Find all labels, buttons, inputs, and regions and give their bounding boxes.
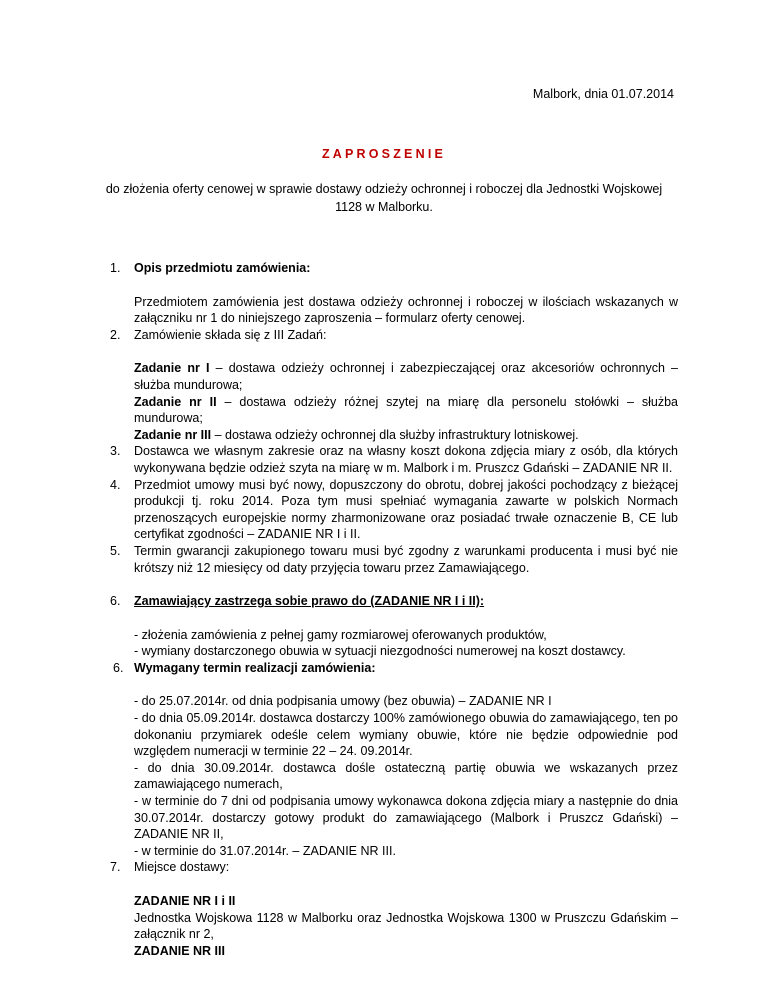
- delivery-text-1: Jednostka Wojskowa 1128 w Malborku oraz Jednostka Wojskowa 1300 w Pruszczu Gdańskim – załącznik nr 2,: [134, 910, 678, 942]
- task-2-label: Zadanie nr II: [134, 394, 217, 409]
- section-6a-heading-row: [0, 593, 678, 610]
- task-2-text: – dostawa odzieży różnej szytej na miarę dla personelu stołówki – służba mundurowa;: [134, 394, 678, 426]
- task-1-text: – dostawa odzieży ochronnej i zabezpieczającej oraz akcesoriów ochronnych – służba mundurowa;: [134, 361, 678, 392]
- section-6b-number-text: 6.: [113, 660, 124, 675]
- section-6a-heading: Zamawiający zastrzega sobie prawo do (ZADANIE NR I i II):: [134, 594, 485, 609]
- section-6b-para-2: - do dnia 05.09.2014r. dostawca dostarczy 100% zamówionego obuwia do zamawiającego, ten po dokonaniu przymiarek odeśle celem wymiany obuwie, które nie będzie odpowiednie pod względem numeracji w terminie 22 – 24. 09.2014r.: [134, 711, 678, 759]
- section-6b-heading-row: [0, 660, 678, 677]
- section-6a-line-2: - wymiany dostarczonego obuwia w sytuacji niezgodności numerowej na koszt dostawcy.: [134, 644, 626, 659]
- section-1-text: Przedmiotem zamówienia jest dostawa odzieży ochronnej i roboczej w ilościach wskazanych w załączniku nr 1 do niniejszego zaproszenia – formularz oferty cenowej.: [134, 294, 678, 326]
- item-5-number: 5.: [110, 543, 121, 558]
- section-6b-para-4: - w terminie do 7 dni od podpisania umowy wykonawca dokona zdjęcia miary a następnie do dnia 30.07.2014r. dostarczy gotowy produkt do zamawiającego (Malbork i Pruszcz Gdański) – ZADANIE NR II,: [134, 794, 678, 842]
- item-4-row: [0, 477, 678, 543]
- item-7-row: [0, 859, 678, 876]
- delivery-label-1: ZADANIE NR I i II: [134, 894, 236, 908]
- section-6b-heading: Wymagany termin realizacji zamówienia:: [134, 660, 376, 675]
- task-1-label: Zadanie nr I: [134, 361, 210, 376]
- item-4-number: 4.: [110, 477, 121, 492]
- section-6b-number: [113, 660, 123, 677]
- task-3-label: Zadanie nr III: [134, 427, 212, 442]
- item-5-text: Termin gwarancji zakupionego towaru musi być zgodny z warunkami producenta i musi być nie krótszy niż 12 miesięcy od daty przyjęcia towaru przez Zamawiającego.: [134, 543, 678, 575]
- subtitle-line-2: 1128 w Malborku.: [335, 200, 433, 214]
- item-4-text: Przedmiot umowy musi być nowy, dopuszczony do obrotu, dobrej jakości pochodzący z bieżącej produkcji tj. roku 2014. Poza tym musi spełniać wymagania zawarte w polskich Normach przenoszących europejskie normy zharmonizowane oraz posiadać trwałe oznaczenie B, CE lub certyfikat zgodności – ZADANIE NR I i II.: [134, 477, 678, 542]
- item-7-text: Miejsce dostawy:: [134, 860, 230, 875]
- task-3: [0, 427, 678, 444]
- section-6b-para-1: - do 25.07.2014r. od dnia podpisania umowy (bez obuwia) – ZADANIE NR I: [134, 694, 552, 709]
- document-title: ZAPROSZENIE: [321, 147, 447, 161]
- document-date: Malbork, dnia 01.07.2014: [532, 87, 674, 101]
- task-1: [0, 360, 678, 393]
- item-5-row: [0, 543, 678, 576]
- item-7-number: 7.: [110, 860, 121, 875]
- delivery-label-2: ZADANIE NR III: [134, 943, 225, 958]
- document-body: [0, 260, 768, 959]
- item-3-number: 3.: [110, 444, 121, 459]
- section-1-number: 1.: [110, 261, 121, 275]
- section-6a-number: 6.: [110, 594, 121, 609]
- subtitle-line-1: do złożenia oferty cenowej w sprawie dostawy odzieży ochronnej i roboczej dla Jednostki Wojskowej: [105, 182, 663, 196]
- section-6a-line-1: - złożenia zamówienia z pełnej gamy rozmiarowej oferowanych produktów,: [134, 627, 547, 642]
- task-3-text: – dostawa odzieży ochronnej dla służby infrastruktury lotniskowej.: [211, 427, 579, 442]
- section-1-heading-row: [0, 260, 678, 277]
- task-2: [0, 394, 678, 427]
- item-2-number: 2.: [110, 327, 121, 342]
- section-6b-para-5: - w terminie do 31.07.2014r. – ZADANIE NR III.: [134, 843, 396, 858]
- item-3-text: Dostawca we własnym zakresie oraz na własny koszt dokona zdjęcia miary z osób, dla których wykonywana będzie odzież szyta na miarę w m. Malbork i m. Pruszcz Gdański – ZADANIE NR II.: [134, 444, 678, 475]
- item-2-text: Zamówienie składa się z III Zadań:: [134, 327, 327, 342]
- document-subtitle: [90, 180, 678, 216]
- section-6b-para-3: - do dnia 30.09.2014r. dostawca dośle ostateczną partię obuwia we wskazanych przez zamawiającego numerach,: [134, 760, 678, 792]
- section-1-heading: Opis przedmiotu zamówienia:: [134, 261, 311, 275]
- item-3-row: [0, 443, 678, 476]
- item-2-row: [0, 327, 678, 344]
